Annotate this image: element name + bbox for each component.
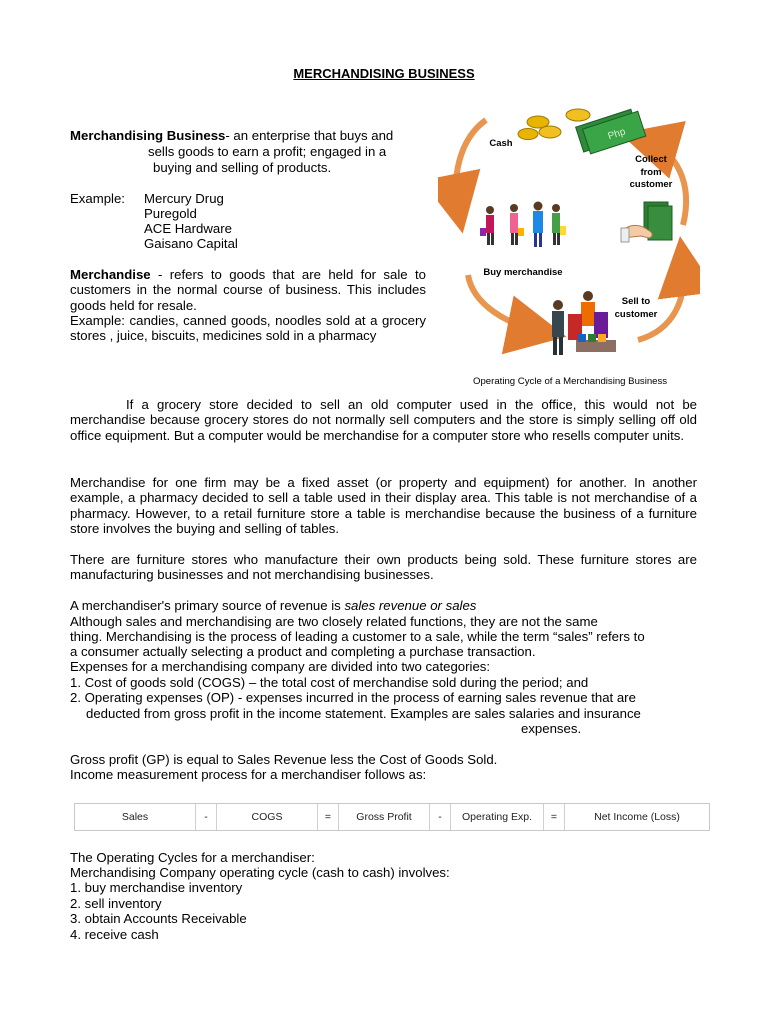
formula-cell: Net Income (Loss): [594, 811, 680, 823]
revenue-line: a consumer actually selecting a product and completing a purchase transaction.: [70, 644, 536, 659]
definition-line-1: [70, 128, 393, 143]
diagram-label-cash: Cash: [489, 138, 513, 149]
revenue-line: thing. Merchandising is the process of leading a customer to a sale, while the term “sales” refers to: [70, 629, 645, 644]
definition-line-2: sells goods to earn a profit; engaged in a: [148, 144, 387, 159]
shoppers-illustration: [480, 202, 566, 248]
operating-cycle-illustration: [438, 100, 700, 372]
operating-cycle-diagram: [438, 100, 700, 372]
cycle-subheading: Merchandising Company operating cycle (cash to cash) involves:: [70, 865, 450, 880]
formula-operator: =: [318, 804, 339, 830]
formula-cell: Operating Exp.: [451, 804, 544, 830]
formula-operator: -: [196, 804, 217, 830]
formula-cell: Gross Profit: [339, 804, 430, 830]
formula-operator: =: [544, 804, 565, 830]
formula-cell: Sales: [75, 804, 196, 830]
payment-illustration: [621, 202, 672, 242]
example-item: ACE Hardware: [144, 221, 232, 236]
expense-item-cogs: 1. Cost of goods sold (COGS) – the total cost of merchandise sold during the period; and: [70, 675, 589, 690]
gross-profit-line: Gross profit (GP) is equal to Sales Revenue less the Cost of Goods Sold.: [70, 752, 498, 767]
definition-text-1: - an enterprise that buys and: [225, 128, 394, 143]
merchandise-text: - refers to goods that are held for sale to customers in the normal course of business. This includes goods held for resale.: [70, 267, 426, 313]
seller-illustration: [552, 291, 616, 355]
merchandise-example: Example: candies, canned goods, noodles sold at a grocery stores , juice, biscuits, medicines sold in a pharmacy: [70, 313, 426, 344]
formula-operator: -: [430, 804, 451, 830]
revenue-line: Expenses for a merchandising company are divided into two categories:: [70, 659, 491, 674]
revenue-lead: A merchandiser's primary source of revenue is sales revenue or sales: [70, 598, 477, 613]
cycle-step: 4. receive cash: [70, 927, 159, 942]
diagram-label-buy: Buy merchandise: [483, 267, 563, 278]
expense-item-op: 2. Operating expenses (OP) - expenses incurred in the process of earning sales revenue that are: [70, 690, 636, 705]
merchandise-term: Merchandise: [70, 267, 151, 282]
diagram-label-sell: Sell to customer: [614, 296, 658, 320]
cycle-step: 3. obtain Accounts Receivable: [70, 911, 247, 926]
paragraph-computer: If a grocery store decided to sell an old computer used in the office, this would not be merchandise because grocery stores do not normally sell computers and the store is simply selling off old office equipment. But a computer would be merchandise for a computer store who resells computer units.: [70, 397, 697, 443]
income-measurement-line: Income measurement process for a merchandiser follows as:: [70, 767, 427, 782]
income-formula-table: [74, 803, 710, 831]
examples-label: Example:: [70, 191, 125, 206]
definition-line-3: buying and selling of products.: [153, 160, 332, 175]
diagram-caption: Operating Cycle of a Merchandising Business: [473, 376, 668, 387]
revenue-line: Although sales and merchandising are two closely related functions, they are not the same: [70, 614, 598, 629]
cycle-arrow: [456, 120, 486, 210]
page-title: MERCHANDISING BUSINESS: [293, 66, 475, 81]
expense-item-op-end: expenses.: [521, 721, 582, 736]
cycle-arrow: [468, 275, 543, 332]
diagram-label-collect: Collect from customer: [629, 154, 673, 190]
formula-cell: COGS: [217, 804, 318, 830]
example-item: Mercury Drug: [144, 191, 224, 206]
definition-term: Merchandising Business: [70, 128, 226, 143]
expense-item-op-cont: deducted from gross profit in the income statement. Examples are sales salaries and insurance: [86, 706, 641, 721]
merchandise-definition: [70, 267, 426, 313]
revenue-term: sales revenue or sales: [344, 598, 477, 613]
example-item: Gaisano Capital: [144, 236, 238, 251]
cycle-step: 2. sell inventory: [70, 896, 162, 911]
svg-text:Php: Php: [606, 126, 627, 143]
paragraph-manufacturing: There are furniture stores who manufacture their own products being sold. These furniture stores are manufacturing businesses and not merchandising businesses.: [70, 552, 697, 583]
cycle-heading: The Operating Cycles for a merchandiser:: [70, 850, 315, 865]
cycle-step: 1. buy merchandise inventory: [70, 880, 243, 895]
paragraph-fixed-asset: Merchandise for one firm may be a fixed asset (or property and equipment) for another. In another example, a pharmacy decided to sell a table used in their display area. This table is not merchandise of a pharmacy. However, to a retail furniture store a table is merchandise because the business of a furniture store involves the buying and selling of tables.: [70, 475, 697, 537]
example-item: Puregold: [144, 206, 197, 221]
